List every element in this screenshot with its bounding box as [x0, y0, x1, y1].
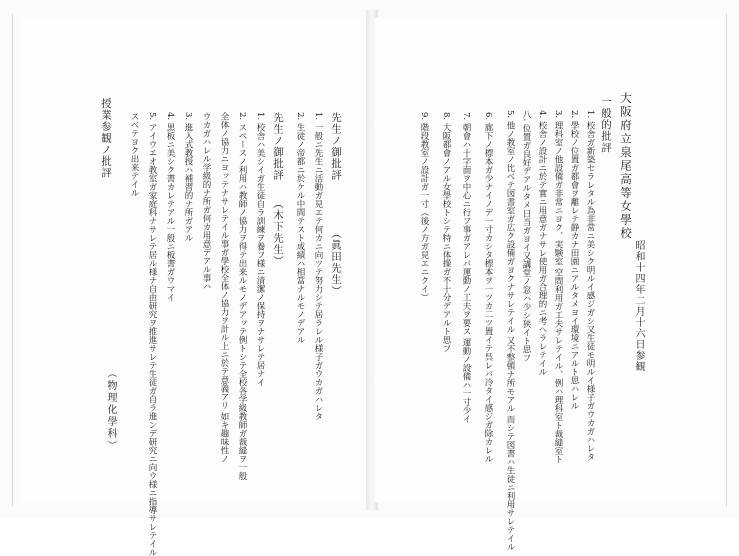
teacher-1-item: 1. 一般ニ先生ニ活動ガ見エテ何カニ向ツテ努力シテ居ラレル様子ガウカガハレタ — [313, 112, 323, 421]
general-item: 7. 朝會ハ十字面ヲ中心ニ行フ事ガアレバ運動ノ工夫ヲ要ス 運動ノ設備ハ一寸少イ — [461, 112, 471, 424]
general-item: 8. 大阪都會ノアル女學校トシテ特ニ体操ガ不十分デアルト思フ — [441, 112, 451, 353]
teacher-2-item: 3. 進入式教授ハ補習的ナ所ガアル — [183, 112, 193, 242]
lesson-subject: （物理化學科） — [105, 368, 116, 452]
general-item: 5. 他ノ教室ノ比ベテ図書室ガ広ク設備ガヨクナサレテイル 又不整頓ナ所モアル 而シテ図書ハ生徒ニ利用サレテイル — [505, 110, 515, 552]
teacher-2-heading: 先生ノ御批評 — [272, 112, 284, 181]
visit-date: 昭和十四年二月十六日参観 — [633, 240, 644, 372]
teacher-2-item: 5. アイウエオ教室ガ家庭科ナサレテ居ル様ナ自由研究ヲ推進サレテ生徒ガ自ラ進ンデ研究ニ向ウ様ニ指導サレテイル — [147, 112, 157, 556]
teacher-1-name: （眞田先生） — [330, 228, 342, 297]
general-heading: 一般的批評 — [600, 96, 612, 154]
page-edge-right — [726, 14, 727, 506]
general-item: 4. 校舎ノ設計ニ於テ實ニ用意ガナサレ使用ガ合理的ニ考ヘラレテイル — [537, 110, 547, 376]
teacher-2-item: スベテヨク出来テイル — [129, 112, 139, 197]
teacher-2-item: 全体ノ協力ニヨッテナサレテイル事ガ學校全体ノ協力ヲ計ル上ニ於テ意義アリ 如キ趣味性ノ — [219, 112, 229, 464]
general-item: 3. 理科室ノ他設備ガ非常ニヨク、実験室 空間利用ガ工夫サレテイル、例ハ理科室ト裁縫室ト — [553, 110, 563, 464]
general-item: 2. 學校ノ位置ガ都會ヲ離レテ静カナ田園ニアルタメヨイ環境ニアルト思ハレル — [569, 110, 579, 410]
general-item: 6. 廊下ノ標本ガ少ナイノデ一寸カシタ標本ヲ一ツカ二ツ置イテ呉レバ冷タイ感ジガ除カレル — [483, 112, 493, 463]
teacher-1-heading: 先生ノ御批評 — [330, 112, 342, 181]
general-item: 八. 位置ガ良好デアルタメ日当ガヨイ又講堂ノ窓ハ少シ狭イト思フ — [521, 110, 531, 362]
general-item: 9. 階段教室ノ設計ガ一寸（後ノ方ガ見エニクイ） — [419, 112, 429, 302]
teacher-2-name: （木下先生） — [272, 198, 284, 267]
teacher-2-item: ウカガハレル学級的ナ所ガ何カ用意デアル事ハ — [201, 112, 211, 291]
teacher-2-item: 1. 校舎ハ美シイガ生徒自ラ訓練ヲ養フ様ニ清潔ノ保持ヲナサレテ居ナイ — [255, 112, 265, 387]
teacher-2-item: 4. 黒板ニ美シク書カレテアル一般ニ板書ガウマイ — [165, 112, 175, 302]
teacher-2-item: 2. スペースノ利用ハ教師ノ協力ヲ得テ出来ルモノデアッテ例トシテ全校各学級教師ガ裁縫ヲ一般 — [237, 112, 247, 480]
page-edge-left — [12, 14, 13, 506]
general-item: 1. 校舎ガ新築セラレタル為非常ニ美シク明ルイ感ジガシ又生徒モ明ルイ様子ガウカガハレタ — [585, 110, 595, 461]
school-title: 大阪府立泉尾高等女學校 — [619, 92, 633, 241]
teacher-1-item: 2. 生徒ノ帝都ニ於ケル中間テスト成績ハ相當ナルモノデアル — [295, 112, 305, 344]
lesson-heading: 授業参観ノ批評 — [100, 98, 112, 179]
